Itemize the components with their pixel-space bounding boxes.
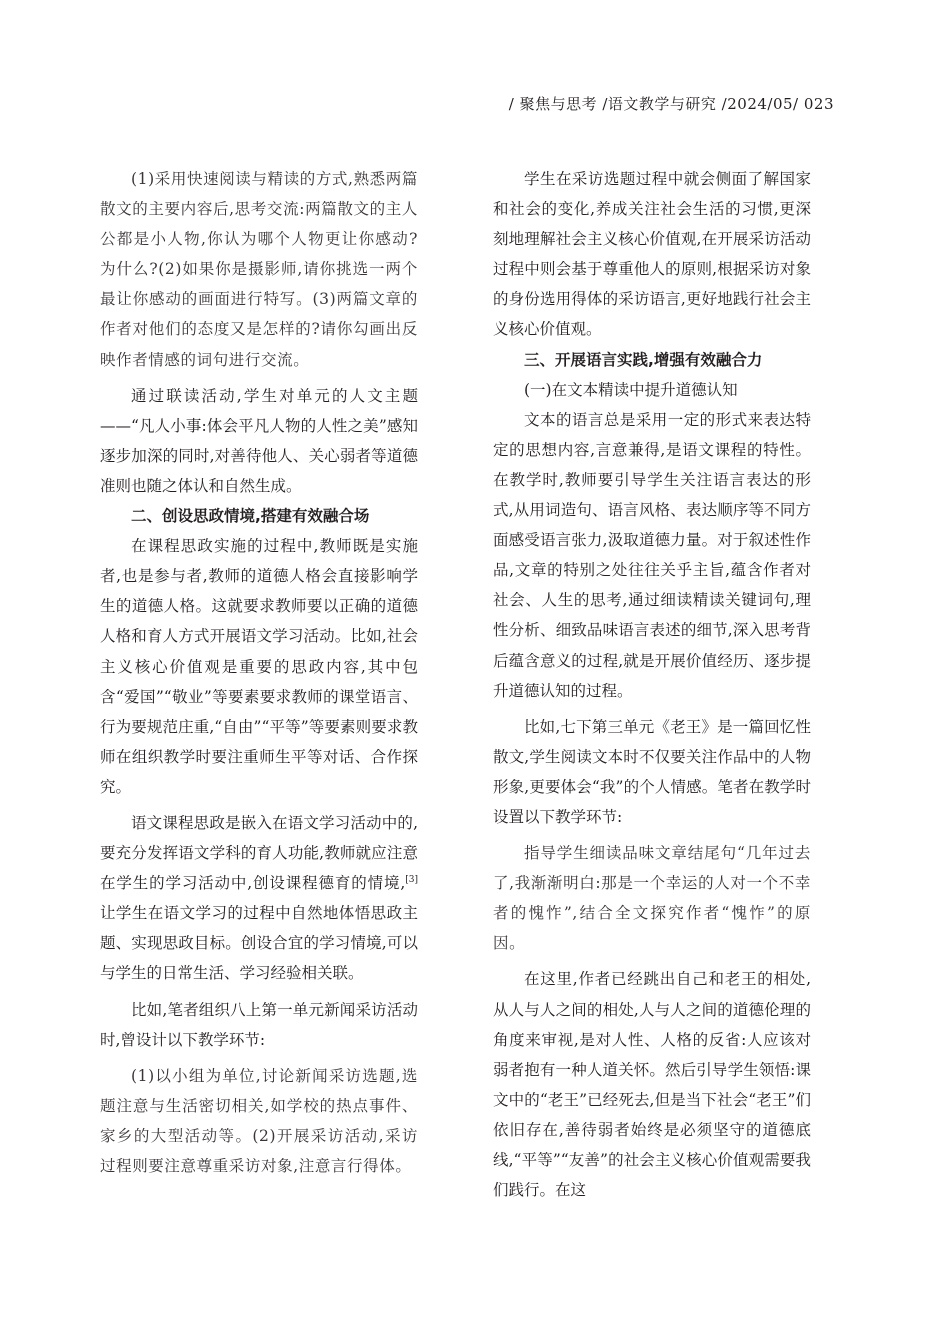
section-heading-2: 二、创设思政情境,搭建有效融合场 (131, 507, 370, 526)
section-heading-3: 三、开展语言实践,增强有效融合力 (524, 350, 763, 369)
activity-quote-paragraph: 指导学生细读品味文章结尾句“几年过去了,我渐渐明白:那是一个幸运的人对一个不幸者的愧怍”,结合全文探究作者“愧怍”的原因。 (493, 844, 811, 953)
activity-list-paragraph: (1)采用快速阅读与精读的方式,熟悉两篇散文的主要内容后,思考交流:两篇散文的主人公都是小人物,你认为哪个人物更让你感动?为什么?(2)如果你是摄影师,请你挑选一两个最让你感动的画面进行特写。(3)两篇文章的作者对他们的态度又是怎样的?请你勾画出反映作者情感的词句进行交流。 (100, 170, 418, 369)
body-paragraph: 文本的语言总是采用一定的形式来表达特定的思想内容,言意兼得,是语文课程的特性。在教学时,教师要引导学生关注语言表达的形式,从用词造句、语言风格、表达顺序等不同方面感受语言张力,汲取道德力量。对于叙述性作品,文章的特别之处往往关乎主旨,蕴含作者对社会、人生的思考,通过细读精读关键词句,理性分析、细致品味语言表述的细节,深入思考背后蕴含意义的过程,就是开展价值经历、逐步提升道德认知的过程。 (493, 410, 811, 700)
running-header: / 聚焦与思考 /语文教学与研究 /2024/05/ 023 (508, 95, 834, 113)
body-paragraph: 在课程思政实施的过程中,教师既是实施者,也是参与者,教师的道德人格会直接影响学生的道德人格。这就要求教师要以正确的道德人格和育人方式开展语文学习活动。比如,社会主义核心价值观是重要的思政内容,其中包含“爱国”“敬业”等要素要求教师的课堂语言、行为要规范庄重,“自由”“平等”等要素则要求教师在组织教学时要注重师生平等对话、合作探究。 (100, 537, 418, 796)
citation-marker: [3] (405, 875, 418, 885)
right-column (493, 164, 811, 1205)
body-text: 让学生在语文学习的过程中自然地体悟思政主题、实现思政目标。创设合宜的学习情境,可以与学生的日常生活、学习经验相关联。 (100, 904, 418, 983)
body-paragraph-with-citation (100, 808, 418, 989)
activity-list-paragraph: (1)以小组为单位,讨论新闻采访选题,选题注意与生活密切相关,如学校的热点事件、家乡的大型活动等。(2)开展采访活动,采访过程则要注意尊重采访对象,注意言行得体。 (100, 1066, 418, 1175)
body-text: 语文课程思政是嵌入在语文学习活动中的,要充分发挥语文学科的育人功能,教师就应注意在学生的学习活动中,创设课程德育的情境, (100, 813, 418, 893)
body-paragraph: 通过联读活动,学生对单元的人文主题——“凡人小事:体会平凡人物的人性之美”感知逐步加深的同时,对善待他人、关心弱者等道德准则也随之体认和自然生成。 (100, 386, 418, 495)
body-paragraph: 比如,七下第三单元《老王》是一篇回忆性散文,学生阅读文本时不仅要关注作品中的人物形象,更要体会“我”的个人情感。笔者在教学时设置以下教学环节: (493, 717, 811, 826)
left-column (100, 164, 418, 1181)
body-paragraph: 比如,笔者组织八上第一单元新闻采访活动时,曾设计以下教学环节: (100, 1000, 418, 1049)
subsection-heading: (一)在文本精读中提升道德认知 (524, 380, 738, 399)
body-paragraph: 学生在采访选题过程中就会侧面了解国家和社会的变化,养成关注社会生活的习惯,更深刻地理解社会主义核心价值观,在开展采访活动过程中则会基于尊重他人的原则,根据采访对象的身份选用得体的采访语言,更好地践行社会主义核心价值观。 (493, 170, 811, 339)
body-paragraph: 在这里,作者已经跳出自己和老王的相处,从人与人之间的相处,人与人之间的道德伦理的角度来审视,是对人性、人格的反省:人应该对弱者抱有一种人道关怀。然后引导学生领悟:课文中的“老王”已经死去,但是当下社会“老王”们依旧存在,善待弱者始终是必须坚守的道德底线,“平等”“友善”的社会主义核心价值观需要我们践行。在这 (493, 970, 811, 1200)
